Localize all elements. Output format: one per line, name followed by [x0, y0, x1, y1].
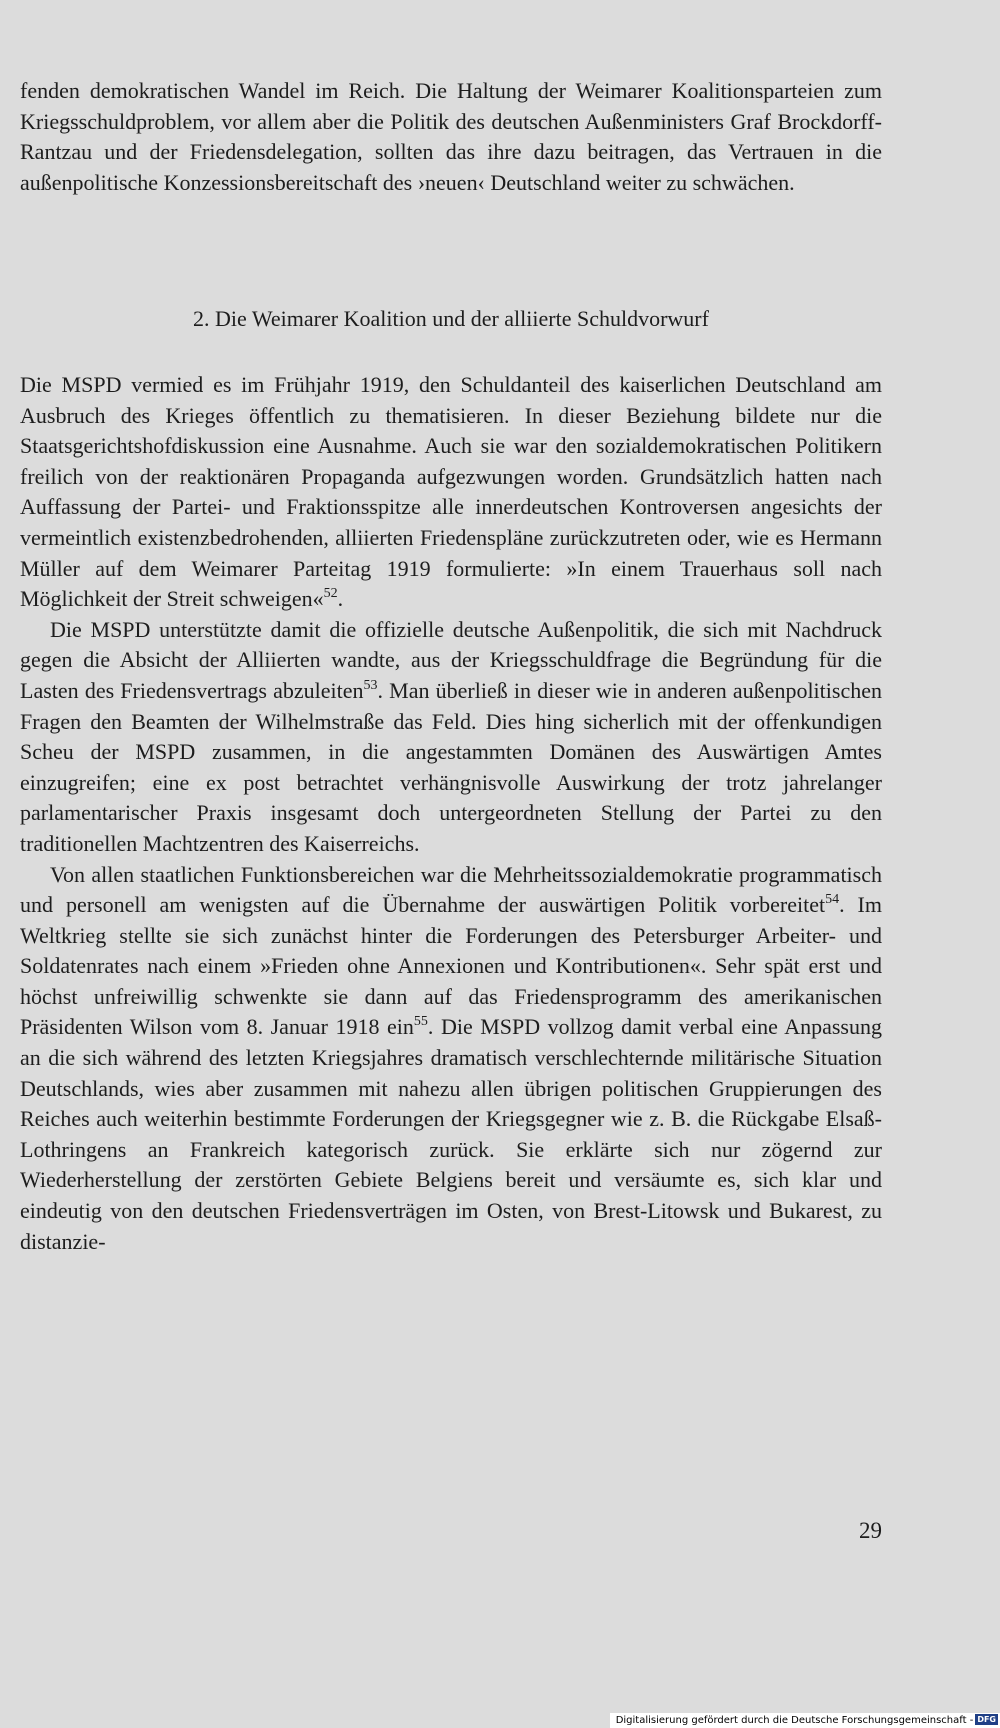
dfg-logo: DFG: [977, 1715, 996, 1724]
section-heading: 2. Die Weimarer Koalition und der alliierte Schuldvorwurf: [193, 306, 709, 331]
digitization-footer: [610, 1713, 1000, 1728]
footnote-ref-53[interactable]: 53: [363, 677, 378, 693]
paragraph-2-text-a: Die MSPD unterstützte damit die offizielle deutsche Außenpolitik, die sich mit Nachdruck gegen die Absicht der Alliierten wandte, aus der Kriegsschuldfrage die Begründung für die Lasten des Friedensvertrags abzuleiten: [20, 616, 882, 703]
paragraph-3: [20, 860, 882, 1258]
paragraph-3-text-b: . Im Weltkrieg stellte sie sich zunächst hinter die Forderungen des Petersburger Arbeiter- und Soldatenrates nach einem »Frieden ohne Annexionen und Kontributionen«. Sehr spät erst und höchst unfreiwillig schwenkte sie dann auf das Friedensprogramm des amerikanischen Präsidenten Wilson vom 8. Januar 1918 ein: [20, 892, 882, 1040]
footnote-ref-52[interactable]: 52: [323, 586, 338, 602]
footnote-ref-55[interactable]: 55: [413, 1014, 428, 1030]
paragraph-2: [20, 615, 882, 860]
paragraph-3-text-c: . Die MSPD vollzog damit verbal eine Anpassung an die sich während des letzten Kriegsjahres dramatisch verschlechternde militärische Situation Deutschlands, wies aber zusammen mit nahezu allen übrigen politischen Gruppierungen des Reiches auch weiterhin bestimmte Forderungen der Kriegsgegner wie z. B. die Rückgabe Elsaß-Lothringens an Frankreich kategorisch zurück. Sie erklärte sich nur zögernd zur Wiederherstellung der zerstörten Gebiete Belgiens bereit und versäumte es, sich klar und eindeutig von den deutschen Friedensverträgen im Osten, von Brest-Litowsk und Bukarest, zu distanzie-: [20, 1014, 882, 1254]
footer-credit-text: Digitalisierung gefördert durch die Deutsche Forschungsgemeinschaft -: [615, 1715, 974, 1726]
section-body: [20, 370, 882, 1257]
page-number: 29: [859, 1518, 882, 1543]
paragraph-1-text: Die MSPD vermied es im Frühjahr 1919, den Schuldanteil des kaiserlichen Deutschland am Ausbruch des Krieges öffentlich zu thematisieren. In dieser Beziehung bildete nur die Staatsgerichtshofdiskussion eine Ausnahme. Auch sie war den sozialdemokratischen Politikern freilich von der reaktionären Propaganda aufgezwungen worden. Grundsätzlich hatten nach Auffassung der Partei- und Fraktionsspitze alle innerdeutschen Kontroversen angesichts der vermeintlich existenzbedrohenden, alliierten Friedenspläne zurückzutreten oder, wie es Hermann Müller auf dem Weimarer Parteitag 1919 formulierte: »In einem Trauerhaus soll nach Möglichkeit der Streit schweigen«: [20, 372, 882, 612]
footnote-ref-54[interactable]: 54: [825, 892, 840, 908]
paragraph-1: [20, 370, 882, 615]
intro-paragraph: [20, 76, 882, 198]
intro-text: fenden demokratischen Wandel im Reich. Die Haltung der Weimarer Koalitionsparteien zum Kriegsschuldproblem, vor allem aber die Politik des deutschen Außenministers Graf Brockdorff-Rantzau und der Friedensdelegation, sollten das ihre dazu beitragen, das Vertrauen in die außenpolitische Konzessionsbereitschaft des ›neuen‹ Deutschland weiter zu schwächen.: [20, 78, 882, 195]
paragraph-1-end: .: [337, 586, 344, 612]
paragraph-3-text-a: Von allen staatlichen Funktionsbereichen war die Mehrheitssozialdemokratie programmatisch und personell am wenigsten auf die Übernahme der auswärtigen Politik vorbereitet: [20, 861, 882, 918]
paragraph-2-text-b: . Man überließ in dieser wie in anderen außenpolitischen Fragen den Beamten der Wilhelmstraße das Feld. Dies hing sicherlich mit der offenkundigen Scheu der MSPD zusammen, in die angestammten Domänen des Auswärtigen Amtes einzugreifen; eine ex post betrachtet verhängnisvolle Auswirkung der trotz jahrelanger parlamentarischer Praxis insgesamt doch untergeordneten Stellung der Partei zu den traditionellen Machtzentren des Kaiserreichs.: [20, 677, 882, 856]
